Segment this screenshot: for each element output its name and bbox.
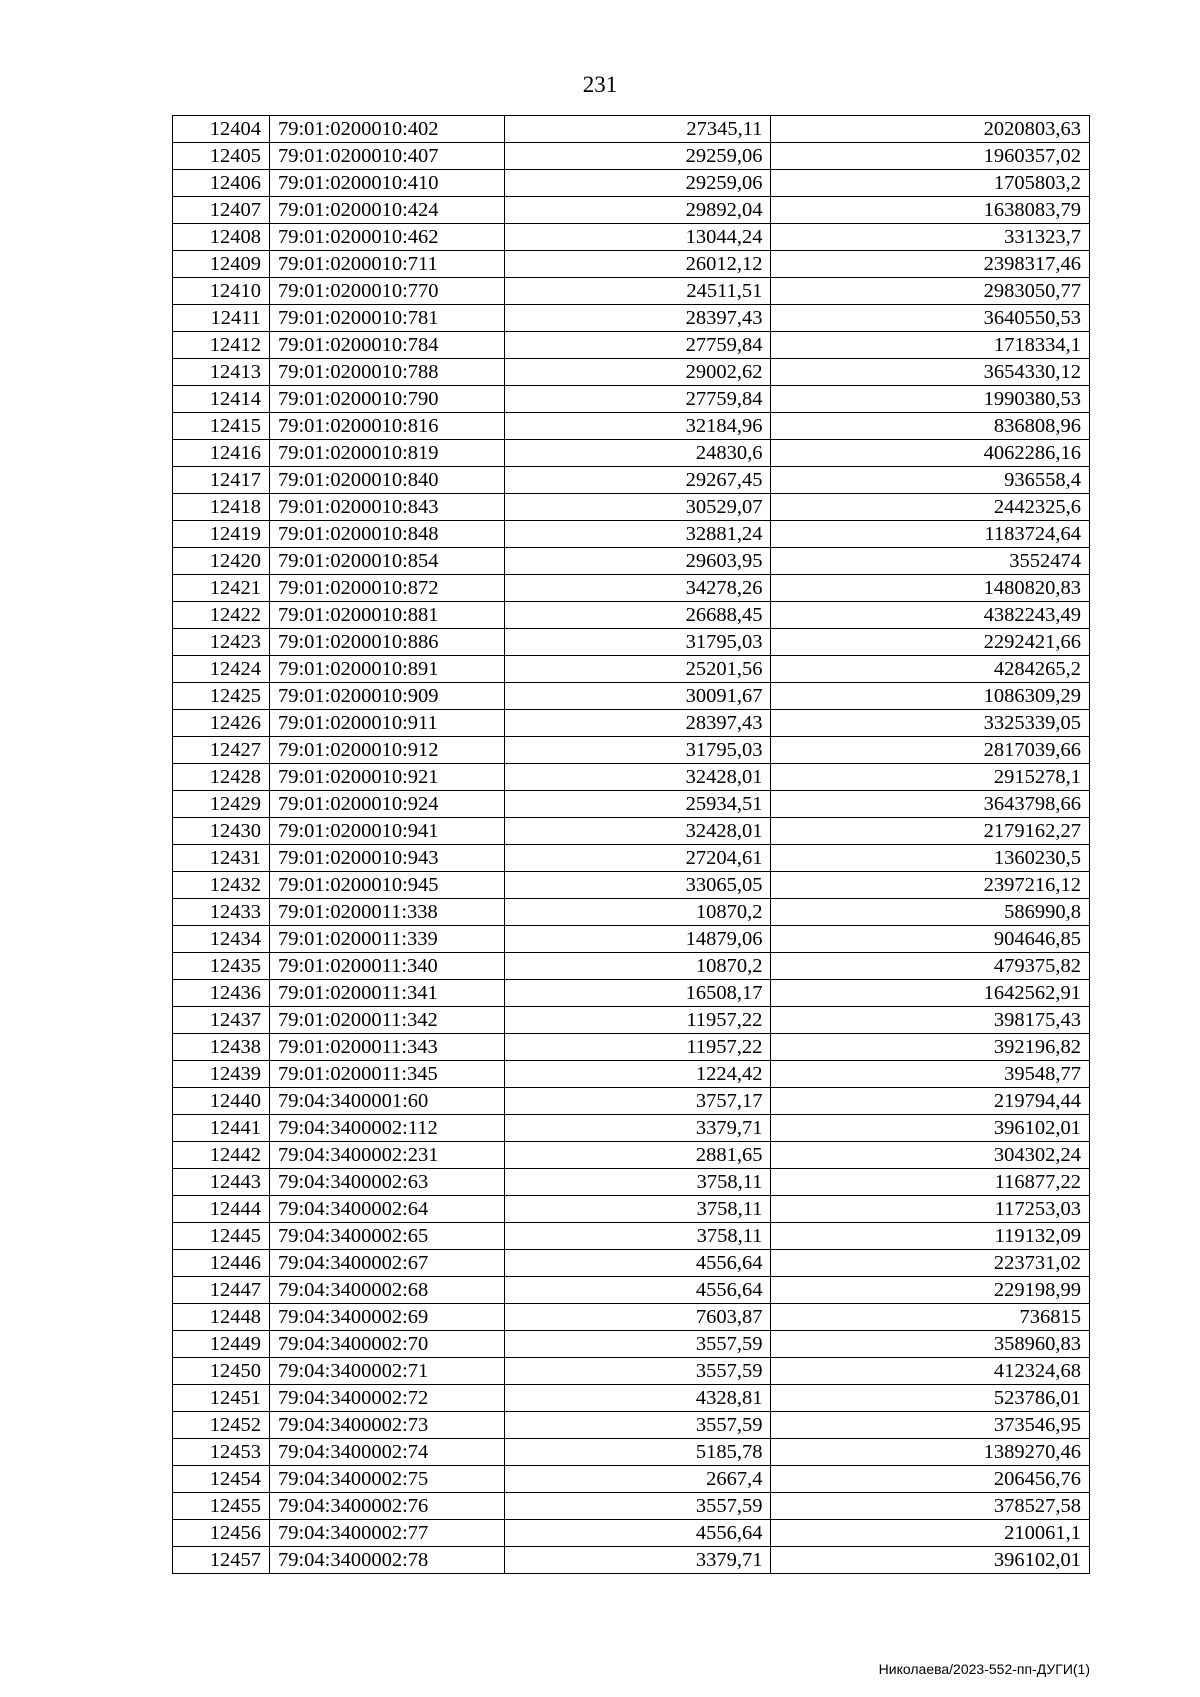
cost-cell: 3325339,05 xyxy=(771,710,1090,737)
table-row xyxy=(173,1223,1090,1250)
table-row xyxy=(173,1412,1090,1439)
cost-cell: 1183724,64 xyxy=(771,521,1090,548)
cadastral-number-cell: 79:04:3400002:74 xyxy=(269,1439,504,1466)
value-cell: 27345,11 xyxy=(504,116,771,143)
table-row xyxy=(173,1385,1090,1412)
table-row xyxy=(173,1466,1090,1493)
table-row xyxy=(173,737,1090,764)
table-row xyxy=(173,791,1090,818)
row-number-cell: 12452 xyxy=(173,1412,270,1439)
cost-cell: 4284265,2 xyxy=(771,656,1090,683)
value-cell: 3758,11 xyxy=(504,1169,771,1196)
table-row xyxy=(173,548,1090,575)
cost-cell: 206456,76 xyxy=(771,1466,1090,1493)
table-row xyxy=(173,143,1090,170)
row-number-cell: 12422 xyxy=(173,602,270,629)
value-cell: 1224,42 xyxy=(504,1061,771,1088)
row-number-cell: 12410 xyxy=(173,278,270,305)
table-row xyxy=(173,872,1090,899)
cost-cell: 398175,43 xyxy=(771,1007,1090,1034)
row-number-cell: 12407 xyxy=(173,197,270,224)
cost-cell: 392196,82 xyxy=(771,1034,1090,1061)
value-cell: 29603,95 xyxy=(504,548,771,575)
cadastral-number-cell: 79:04:3400002:68 xyxy=(269,1277,504,1304)
value-cell: 3557,59 xyxy=(504,1331,771,1358)
table-row xyxy=(173,1088,1090,1115)
row-number-cell: 12451 xyxy=(173,1385,270,1412)
row-number-cell: 12442 xyxy=(173,1142,270,1169)
cadastral-number-cell: 79:01:0200010:911 xyxy=(269,710,504,737)
cadastral-number-cell: 79:01:0200011:342 xyxy=(269,1007,504,1034)
row-number-cell: 12404 xyxy=(173,116,270,143)
row-number-cell: 12447 xyxy=(173,1277,270,1304)
value-cell: 3557,59 xyxy=(504,1493,771,1520)
cadastral-number-cell: 79:01:0200011:340 xyxy=(269,953,504,980)
value-cell: 32428,01 xyxy=(504,764,771,791)
cadastral-number-cell: 79:01:0200011:343 xyxy=(269,1034,504,1061)
cadastral-number-cell: 79:01:0200010:941 xyxy=(269,818,504,845)
cadastral-number-cell: 79:01:0200010:781 xyxy=(269,305,504,332)
row-number-cell: 12445 xyxy=(173,1223,270,1250)
table-row xyxy=(173,1169,1090,1196)
cost-cell: 586990,8 xyxy=(771,899,1090,926)
row-number-cell: 12428 xyxy=(173,764,270,791)
table-row xyxy=(173,980,1090,1007)
value-cell: 29259,06 xyxy=(504,170,771,197)
cost-cell: 219794,44 xyxy=(771,1088,1090,1115)
cadastral-number-cell: 79:01:0200010:921 xyxy=(269,764,504,791)
row-number-cell: 12454 xyxy=(173,1466,270,1493)
row-number-cell: 12408 xyxy=(173,224,270,251)
value-cell: 30091,67 xyxy=(504,683,771,710)
row-number-cell: 12417 xyxy=(173,467,270,494)
cost-cell: 1990380,53 xyxy=(771,386,1090,413)
cost-cell: 1705803,2 xyxy=(771,170,1090,197)
value-cell: 28397,43 xyxy=(504,710,771,737)
row-number-cell: 12457 xyxy=(173,1547,270,1574)
cost-cell: 4382243,49 xyxy=(771,602,1090,629)
cost-cell: 3640550,53 xyxy=(771,305,1090,332)
cost-cell: 3643798,66 xyxy=(771,791,1090,818)
cadastral-number-cell: 79:01:0200010:407 xyxy=(269,143,504,170)
row-number-cell: 12415 xyxy=(173,413,270,440)
cadastral-number-cell: 79:04:3400002:69 xyxy=(269,1304,504,1331)
table-row xyxy=(173,1277,1090,1304)
cadastral-number-cell: 79:01:0200010:711 xyxy=(269,251,504,278)
cadastral-number-cell: 79:01:0200010:881 xyxy=(269,602,504,629)
cost-cell: 1718334,1 xyxy=(771,332,1090,359)
cadastral-number-cell: 79:04:3400002:67 xyxy=(269,1250,504,1277)
cost-cell: 2292421,66 xyxy=(771,629,1090,656)
row-number-cell: 12414 xyxy=(173,386,270,413)
row-number-cell: 12444 xyxy=(173,1196,270,1223)
row-number-cell: 12430 xyxy=(173,818,270,845)
value-cell: 27204,61 xyxy=(504,845,771,872)
row-number-cell: 12449 xyxy=(173,1331,270,1358)
cadastral-number-cell: 79:04:3400002:77 xyxy=(269,1520,504,1547)
cost-cell: 378527,58 xyxy=(771,1493,1090,1520)
cadastral-number-cell: 79:01:0200011:345 xyxy=(269,1061,504,1088)
table-row xyxy=(173,602,1090,629)
cost-cell: 2983050,77 xyxy=(771,278,1090,305)
table-row xyxy=(173,953,1090,980)
value-cell: 11957,22 xyxy=(504,1007,771,1034)
row-number-cell: 12456 xyxy=(173,1520,270,1547)
table-row xyxy=(173,575,1090,602)
value-cell: 4556,64 xyxy=(504,1250,771,1277)
table-row xyxy=(173,386,1090,413)
page-number: 231 xyxy=(582,72,618,97)
table-row xyxy=(173,521,1090,548)
table-row xyxy=(173,494,1090,521)
row-number-cell: 12418 xyxy=(173,494,270,521)
value-cell: 24830,6 xyxy=(504,440,771,467)
value-cell: 24511,51 xyxy=(504,278,771,305)
table-row xyxy=(173,1196,1090,1223)
table-row xyxy=(173,656,1090,683)
cost-cell: 904646,85 xyxy=(771,926,1090,953)
cost-cell: 1086309,29 xyxy=(771,683,1090,710)
value-cell: 3379,71 xyxy=(504,1115,771,1142)
row-number-cell: 12421 xyxy=(173,575,270,602)
table-row xyxy=(173,1547,1090,1574)
table-row xyxy=(173,1007,1090,1034)
cadastral-number-cell: 79:01:0200010:402 xyxy=(269,116,504,143)
cost-cell: 2398317,46 xyxy=(771,251,1090,278)
table-row xyxy=(173,818,1090,845)
row-number-cell: 12431 xyxy=(173,845,270,872)
cost-cell: 2817039,66 xyxy=(771,737,1090,764)
cost-cell: 1389270,46 xyxy=(771,1439,1090,1466)
row-number-cell: 12425 xyxy=(173,683,270,710)
cost-cell: 936558,4 xyxy=(771,467,1090,494)
cost-cell: 119132,09 xyxy=(771,1223,1090,1250)
value-cell: 4556,64 xyxy=(504,1520,771,1547)
table-row xyxy=(173,629,1090,656)
cost-cell: 3654330,12 xyxy=(771,359,1090,386)
value-cell: 32881,24 xyxy=(504,521,771,548)
value-cell: 33065,05 xyxy=(504,872,771,899)
value-cell: 14879,06 xyxy=(504,926,771,953)
table-row xyxy=(173,710,1090,737)
value-cell: 29002,62 xyxy=(504,359,771,386)
table-row xyxy=(173,197,1090,224)
table-row xyxy=(173,1115,1090,1142)
table-row xyxy=(173,764,1090,791)
value-cell: 31795,03 xyxy=(504,737,771,764)
row-number-cell: 12406 xyxy=(173,170,270,197)
table-row xyxy=(173,116,1090,143)
row-number-cell: 12440 xyxy=(173,1088,270,1115)
value-cell: 3557,59 xyxy=(504,1358,771,1385)
cadastral-number-cell: 79:04:3400002:73 xyxy=(269,1412,504,1439)
registry-table xyxy=(172,115,1090,1574)
cadastral-number-cell: 79:01:0200011:339 xyxy=(269,926,504,953)
value-cell: 3379,71 xyxy=(504,1547,771,1574)
document-footer: Николаева/2023-552-пп-ДУГИ(1) xyxy=(878,1661,1090,1677)
table-row xyxy=(173,1331,1090,1358)
value-cell: 11957,22 xyxy=(504,1034,771,1061)
cadastral-number-cell: 79:01:0200010:909 xyxy=(269,683,504,710)
row-number-cell: 12426 xyxy=(173,710,270,737)
cadastral-number-cell: 79:01:0200010:410 xyxy=(269,170,504,197)
table-row xyxy=(173,1439,1090,1466)
value-cell: 4556,64 xyxy=(504,1277,771,1304)
row-number-cell: 12427 xyxy=(173,737,270,764)
cost-cell: 373546,95 xyxy=(771,1412,1090,1439)
table-row xyxy=(173,1250,1090,1277)
cadastral-number-cell: 79:01:0200010:854 xyxy=(269,548,504,575)
cadastral-number-cell: 79:01:0200010:840 xyxy=(269,467,504,494)
value-cell: 29267,45 xyxy=(504,467,771,494)
value-cell: 26688,45 xyxy=(504,602,771,629)
value-cell: 30529,07 xyxy=(504,494,771,521)
row-number-cell: 12424 xyxy=(173,656,270,683)
value-cell: 27759,84 xyxy=(504,332,771,359)
row-number-cell: 12453 xyxy=(173,1439,270,1466)
cadastral-number-cell: 79:01:0200011:338 xyxy=(269,899,504,926)
cost-cell: 1480820,83 xyxy=(771,575,1090,602)
cadastral-number-cell: 79:04:3400002:78 xyxy=(269,1547,504,1574)
row-number-cell: 12419 xyxy=(173,521,270,548)
cost-cell: 396102,01 xyxy=(771,1115,1090,1142)
cadastral-number-cell: 79:01:0200010:943 xyxy=(269,845,504,872)
table-row xyxy=(173,1493,1090,1520)
value-cell: 3557,59 xyxy=(504,1412,771,1439)
value-cell: 5185,78 xyxy=(504,1439,771,1466)
value-cell: 10870,2 xyxy=(504,899,771,926)
cost-cell: 331323,7 xyxy=(771,224,1090,251)
cost-cell: 3552474 xyxy=(771,548,1090,575)
cost-cell: 4062286,16 xyxy=(771,440,1090,467)
cadastral-number-cell: 79:04:3400002:65 xyxy=(269,1223,504,1250)
cost-cell: 396102,01 xyxy=(771,1547,1090,1574)
row-number-cell: 12437 xyxy=(173,1007,270,1034)
cadastral-number-cell: 79:04:3400002:75 xyxy=(269,1466,504,1493)
row-number-cell: 12429 xyxy=(173,791,270,818)
table-row xyxy=(173,467,1090,494)
value-cell: 2667,4 xyxy=(504,1466,771,1493)
table-row xyxy=(173,251,1090,278)
value-cell: 2881,65 xyxy=(504,1142,771,1169)
table-row xyxy=(173,413,1090,440)
row-number-cell: 12411 xyxy=(173,305,270,332)
cost-cell: 2442325,6 xyxy=(771,494,1090,521)
row-number-cell: 12433 xyxy=(173,899,270,926)
cost-cell: 210061,1 xyxy=(771,1520,1090,1547)
row-number-cell: 12409 xyxy=(173,251,270,278)
cost-cell: 2179162,27 xyxy=(771,818,1090,845)
value-cell: 10870,2 xyxy=(504,953,771,980)
row-number-cell: 12423 xyxy=(173,629,270,656)
table-row xyxy=(173,683,1090,710)
cadastral-number-cell: 79:01:0200010:886 xyxy=(269,629,504,656)
cadastral-number-cell: 79:04:3400002:76 xyxy=(269,1493,504,1520)
table-row xyxy=(173,332,1090,359)
row-number-cell: 12412 xyxy=(173,332,270,359)
cadastral-number-cell: 79:04:3400002:70 xyxy=(269,1331,504,1358)
table-row xyxy=(173,1142,1090,1169)
cost-cell: 2020803,63 xyxy=(771,116,1090,143)
value-cell: 26012,12 xyxy=(504,251,771,278)
cadastral-number-cell: 79:04:3400002:112 xyxy=(269,1115,504,1142)
cadastral-number-cell: 79:04:3400002:72 xyxy=(269,1385,504,1412)
cost-cell: 1642562,91 xyxy=(771,980,1090,1007)
cadastral-number-cell: 79:01:0200010:924 xyxy=(269,791,504,818)
value-cell: 7603,87 xyxy=(504,1304,771,1331)
row-number-cell: 12441 xyxy=(173,1115,270,1142)
value-cell: 29259,06 xyxy=(504,143,771,170)
cadastral-number-cell: 79:01:0200010:816 xyxy=(269,413,504,440)
value-cell: 25934,51 xyxy=(504,791,771,818)
value-cell: 13044,24 xyxy=(504,224,771,251)
row-number-cell: 12448 xyxy=(173,1304,270,1331)
table-row xyxy=(173,1034,1090,1061)
cadastral-number-cell: 79:01:0200010:788 xyxy=(269,359,504,386)
value-cell: 16508,17 xyxy=(504,980,771,1007)
row-number-cell: 12455 xyxy=(173,1493,270,1520)
cadastral-number-cell: 79:01:0200010:819 xyxy=(269,440,504,467)
row-number-cell: 12438 xyxy=(173,1034,270,1061)
row-number-cell: 12450 xyxy=(173,1358,270,1385)
cadastral-number-cell: 79:01:0200010:945 xyxy=(269,872,504,899)
cost-cell: 223731,02 xyxy=(771,1250,1090,1277)
row-number-cell: 12420 xyxy=(173,548,270,575)
value-cell: 28397,43 xyxy=(504,305,771,332)
value-cell: 3758,11 xyxy=(504,1196,771,1223)
table-row xyxy=(173,899,1090,926)
table-row xyxy=(173,926,1090,953)
value-cell: 31795,03 xyxy=(504,629,771,656)
cost-cell: 116877,22 xyxy=(771,1169,1090,1196)
cadastral-number-cell: 79:01:0200011:341 xyxy=(269,980,504,1007)
cadastral-number-cell: 79:01:0200010:770 xyxy=(269,278,504,305)
value-cell: 32184,96 xyxy=(504,413,771,440)
cadastral-number-cell: 79:01:0200010:790 xyxy=(269,386,504,413)
table-row xyxy=(173,359,1090,386)
cost-cell: 304302,24 xyxy=(771,1142,1090,1169)
cadastral-number-cell: 79:01:0200010:891 xyxy=(269,656,504,683)
cost-cell: 1638083,79 xyxy=(771,197,1090,224)
cadastral-number-cell: 79:01:0200010:912 xyxy=(269,737,504,764)
row-number-cell: 12405 xyxy=(173,143,270,170)
cadastral-number-cell: 79:01:0200010:462 xyxy=(269,224,504,251)
cadastral-number-cell: 79:04:3400002:71 xyxy=(269,1358,504,1385)
value-cell: 34278,26 xyxy=(504,575,771,602)
table-row xyxy=(173,440,1090,467)
row-number-cell: 12434 xyxy=(173,926,270,953)
row-number-cell: 12432 xyxy=(173,872,270,899)
registry-table-body xyxy=(173,116,1090,1574)
cadastral-number-cell: 79:04:3400002:64 xyxy=(269,1196,504,1223)
cost-cell: 2397216,12 xyxy=(771,872,1090,899)
table-row xyxy=(173,278,1090,305)
value-cell: 32428,01 xyxy=(504,818,771,845)
table-row xyxy=(173,170,1090,197)
table-row xyxy=(173,305,1090,332)
cadastral-number-cell: 79:04:3400002:63 xyxy=(269,1169,504,1196)
value-cell: 29892,04 xyxy=(504,197,771,224)
cadastral-number-cell: 79:01:0200010:872 xyxy=(269,575,504,602)
cost-cell: 479375,82 xyxy=(771,953,1090,980)
row-number-cell: 12443 xyxy=(173,1169,270,1196)
table-row xyxy=(173,1520,1090,1547)
cost-cell: 736815 xyxy=(771,1304,1090,1331)
row-number-cell: 12439 xyxy=(173,1061,270,1088)
value-cell: 3758,11 xyxy=(504,1223,771,1250)
cost-cell: 358960,83 xyxy=(771,1331,1090,1358)
cadastral-number-cell: 79:01:0200010:784 xyxy=(269,332,504,359)
table-row xyxy=(173,224,1090,251)
row-number-cell: 12413 xyxy=(173,359,270,386)
cost-cell: 2915278,1 xyxy=(771,764,1090,791)
cadastral-number-cell: 79:04:3400002:231 xyxy=(269,1142,504,1169)
cadastral-number-cell: 79:01:0200010:843 xyxy=(269,494,504,521)
row-number-cell: 12435 xyxy=(173,953,270,980)
row-number-cell: 12436 xyxy=(173,980,270,1007)
table-row xyxy=(173,1061,1090,1088)
cadastral-number-cell: 79:01:0200010:848 xyxy=(269,521,504,548)
cost-cell: 1360230,5 xyxy=(771,845,1090,872)
cost-cell: 117253,03 xyxy=(771,1196,1090,1223)
cost-cell: 1960357,02 xyxy=(771,143,1090,170)
table-row xyxy=(173,845,1090,872)
value-cell: 4328,81 xyxy=(504,1385,771,1412)
value-cell: 3757,17 xyxy=(504,1088,771,1115)
cost-cell: 523786,01 xyxy=(771,1385,1090,1412)
cost-cell: 836808,96 xyxy=(771,413,1090,440)
value-cell: 25201,56 xyxy=(504,656,771,683)
row-number-cell: 12446 xyxy=(173,1250,270,1277)
cost-cell: 412324,68 xyxy=(771,1358,1090,1385)
value-cell: 27759,84 xyxy=(504,386,771,413)
cadastral-number-cell: 79:04:3400001:60 xyxy=(269,1088,504,1115)
table-row xyxy=(173,1304,1090,1331)
table-row xyxy=(173,1358,1090,1385)
cadastral-number-cell: 79:01:0200010:424 xyxy=(269,197,504,224)
cost-cell: 39548,77 xyxy=(771,1061,1090,1088)
row-number-cell: 12416 xyxy=(173,440,270,467)
cost-cell: 229198,99 xyxy=(771,1277,1090,1304)
